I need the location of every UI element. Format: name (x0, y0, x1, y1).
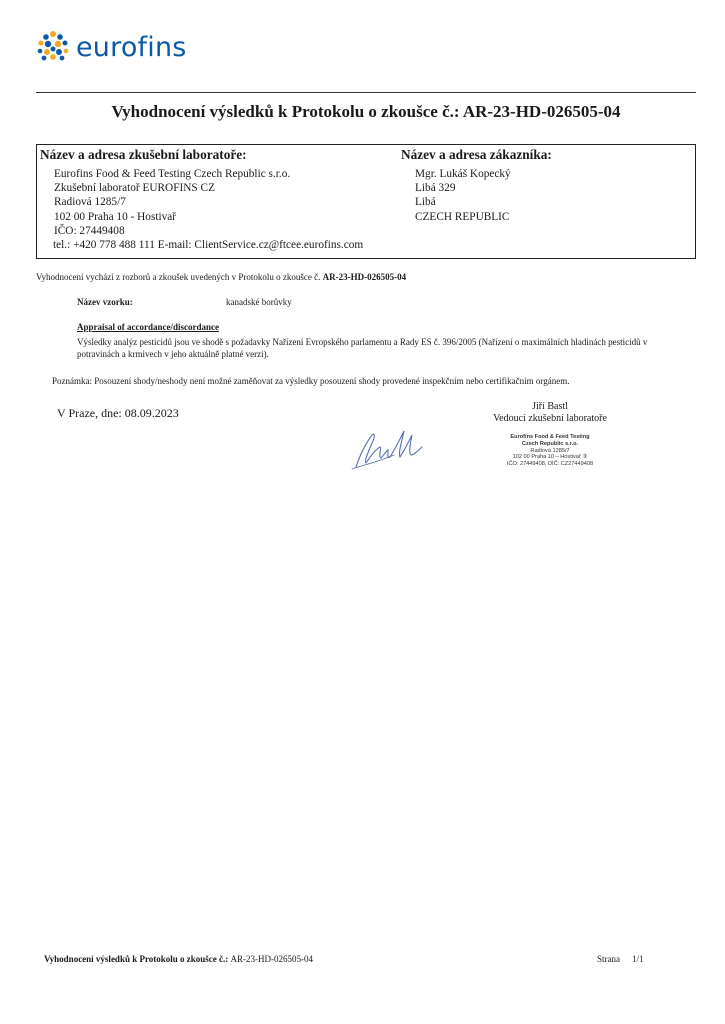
stamp-line: Eurofins Food & Feed Testing (510, 434, 590, 440)
lab-line: Radiová 1285/7 (54, 196, 126, 209)
appraisal-heading: Appraisal of accordance/discordance (77, 322, 219, 332)
customer-line: Libá 329 (415, 182, 456, 195)
appraisal-text: Výsledky analýz pesticidů jsou ve shodě s požadavky Nařízení Evropského parlamentu a Rady ES č. 396/2005 (Nařízení o maximálních hladinách pesticidů v potravinách a krmivech v jeho aktuálně platné verzi). (77, 337, 648, 359)
page-title: Vyhodnocení výsledků k Protokolu o zkoušce č.: AR-23-HD-026505-04 (111, 102, 621, 121)
footer-protocol-number: AR-23-HD-026505-04 (230, 954, 314, 964)
customer-line: Libá (415, 196, 436, 209)
place-date: V Praze, dne: 08.09.2023 (57, 406, 179, 420)
lab-line: Zkušební laboratoř EUROFINS CZ (54, 182, 215, 195)
intro-sentence: Vyhodnocení vychází z rozborů a zkoušek uvedených v Protokolu o zkoušce č. (36, 272, 323, 282)
intro-protocol-number: AR-23-HD-026505-04 (322, 272, 407, 282)
customer-line: Mgr. Lukáš Kopecký (415, 168, 511, 180)
intro-text (36, 272, 406, 282)
eurofins-dots-logo-icon (36, 30, 70, 64)
stamp-line: Radiová 1285/7 (530, 447, 570, 454)
page-label: Strana (597, 954, 620, 964)
footer-label: Vyhodnocení výsledků k Protokolu o zkoušce č.: (44, 954, 231, 964)
customer-address (415, 167, 511, 224)
sample-label: Název vzorku: (77, 297, 133, 307)
lab-address (54, 167, 363, 252)
company-stamp (470, 434, 630, 468)
signer-block (470, 401, 630, 425)
signer-name: Jiří Bastl (532, 401, 568, 412)
lab-heading: Název a adresa zkušební laboratoře: (40, 147, 247, 162)
page-number (597, 954, 644, 964)
handwritten-signature (350, 425, 425, 473)
address-box (36, 144, 696, 259)
footer-title (44, 954, 313, 964)
stamp-line: Czech Republic s.r.o. (521, 440, 579, 447)
sample-value: kanadské borůvky (226, 297, 292, 307)
logo-text: eurofins (76, 31, 187, 63)
page-value: 1/1 (632, 954, 644, 964)
note-text: Poznámka: Posouzení shody/neshody není možné zaměňovat za výsledky posouzení shody provedené inspekčním nebo certifikačním orgánem. (52, 376, 570, 386)
eurofins-logo (36, 30, 187, 64)
lab-line: 102 00 Praha 10 - Hostivař (54, 210, 177, 223)
lab-line: Eurofins Food & Feed Testing Czech Republic s.r.o. (54, 168, 291, 180)
customer-heading: Název a adresa zákazníka: (401, 147, 552, 162)
header-divider (36, 92, 696, 93)
stamp-line: 102 00 Praha 10 – Hostivař ③ (512, 454, 588, 461)
lab-line: IČO: 27449408 (54, 224, 125, 237)
signer-role: Vedoucí zkušební laboratoře (493, 413, 607, 424)
customer-line: CZECH REPUBLIC (415, 210, 510, 223)
lab-contact-line: tel.: +420 778 488 111 E-mail: ClientService.cz@ftcee.eurofins.com (53, 239, 364, 252)
stamp-line: IČO: 27449408, DIČ: CZ27449408 (506, 461, 594, 468)
